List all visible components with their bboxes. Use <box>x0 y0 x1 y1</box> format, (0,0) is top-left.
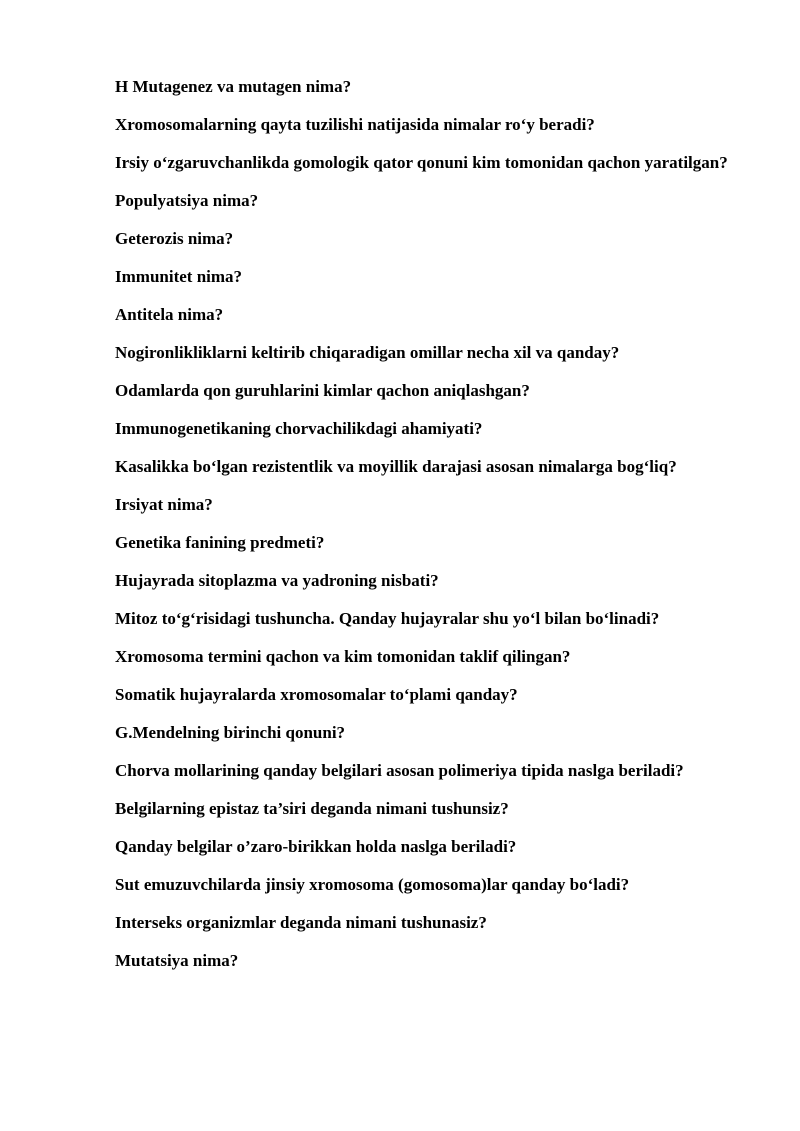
question-item: Antitela nima? <box>115 305 224 324</box>
question-item: H Mutagenez va mutagen nima? <box>115 77 352 96</box>
question-item: Xromosomalarning qayta tuzilishi natijasida nimalar ro‘y beradi? <box>115 115 595 134</box>
question-item: Somatik hujayralarda xromosomalar to‘plami qanday? <box>115 685 518 704</box>
question-item: Xromosoma termini qachon va kim tomonidan taklif qilingan? <box>115 647 571 666</box>
question-item: Qanday belgilar o’zaro-birikkan holda naslga beriladi? <box>115 837 517 856</box>
question-item: Interseks organizmlar deganda nimani tushunasiz? <box>115 913 487 932</box>
question-item: Irsiyat nima? <box>115 495 213 514</box>
question-item: Mutatsiya nima? <box>115 951 239 970</box>
question-item: Irsiy o‘zgaruvchanlikda gomologik qator qonuni kim tomonidan qachon yaratilgan? <box>115 153 728 172</box>
question-item: Geterozis nima? <box>115 229 234 248</box>
question-item: Hujayrada sitoplazma va yadroning nisbati? <box>115 571 439 590</box>
question-item: Immunogenetikaning chorvachilikdagi ahamiyati? <box>115 419 483 438</box>
question-item: Genetika fanining predmeti? <box>115 533 325 552</box>
question-item: Kasalikka bo‘lgan rezistentlik va moyillik darajasi asosan nimalarga bog‘liq? <box>115 457 677 476</box>
question-item: Nogironlikliklarni keltirib chiqaradigan omillar necha xil va qanday? <box>115 343 620 362</box>
question-item: Belgilarning epistaz ta’siri deganda nimani tushunsiz? <box>115 799 509 818</box>
question-item: Chorva mollarining qanday belgilari asosan polimeriya tipida naslga beriladi? <box>115 761 684 780</box>
question-item: Immunitet nima? <box>115 267 243 286</box>
question-item: G.Mendelning birinchi qonuni? <box>115 723 346 742</box>
question-item: Populyatsiya nima? <box>115 191 259 210</box>
question-item: Mitoz to‘g‘risidagi tushuncha. Qanday hujayralar shu yo‘l bilan bo‘linadi? <box>115 609 660 628</box>
question-item: Odamlarda qon guruhlarini kimlar qachon aniqlashgan? <box>115 381 530 400</box>
question-item: Sut emuzuvchilarda jinsiy xromosoma (gomosoma)lar qanday bo‘ladi? <box>115 875 630 894</box>
question-list <box>115 76 742 988</box>
